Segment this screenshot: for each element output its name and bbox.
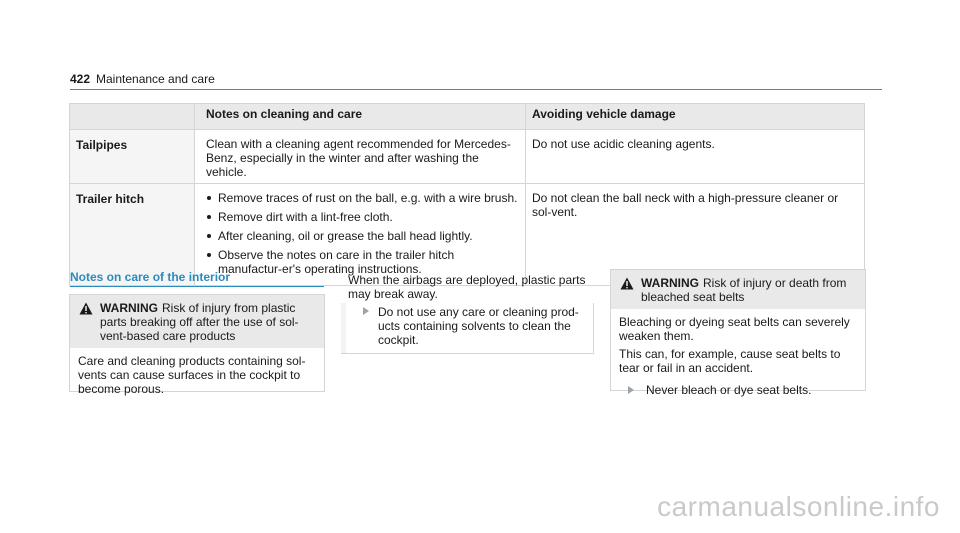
trailer-hitch-avoid: Do not clean the ball neck with a high-pressure cleaner or sol-vent. [526, 184, 865, 286]
bullet-icon [207, 234, 211, 238]
warning-box-solvents [69, 294, 325, 396]
table-header-row [70, 104, 865, 130]
instruction-text: Do not use any care or cleaning prod-ucts containing solvents to clean the cockpit. [378, 305, 579, 347]
list-item-text: Remove traces of rust on the ball, e.g. with a wire brush. [218, 191, 518, 205]
header-rule [70, 89, 882, 90]
interior-section-title: Notes on care of the interior [70, 270, 231, 284]
instruction-item [619, 383, 857, 397]
row-label-trailer-hitch: Trailer hitch [70, 184, 195, 286]
instruction-text: Never bleach or dye seat belts. [646, 383, 812, 397]
tailpipes-avoid: Do not use acidic cleaning agents. [526, 130, 865, 184]
row-label-tailpipes: Tailpipes [70, 130, 195, 184]
warning-text: Risk of injury from plastic parts breaking off after the use of sol-vent-based care products [100, 301, 299, 343]
airbag-note: When the airbags are deployed, plastic parts may break away. [348, 273, 586, 301]
arrow-right-icon [628, 386, 634, 394]
list-item [206, 210, 519, 224]
column-header-notes: Notes on cleaning and care [195, 104, 526, 130]
warning-body [70, 348, 324, 406]
list-item-text: Remove dirt with a lint-free cloth. [218, 210, 393, 224]
bullet-icon [207, 215, 211, 219]
warning-box-seat-belts [610, 269, 866, 397]
interior-title-rule [70, 286, 324, 287]
column-header-item [70, 104, 195, 130]
instruction-bar [341, 303, 346, 353]
bullet-list [206, 191, 519, 276]
warning-body [611, 309, 865, 403]
list-item-text: Observe the notes on care in the trailer hitch manufactur-er's operating instructions. [218, 248, 455, 276]
list-item [206, 191, 519, 205]
care-table [69, 103, 865, 286]
warning-body-text: Care and cleaning products containing sol-vents can cause surfaces in the cockpit to become porous. [78, 354, 306, 396]
warning-label: WARNING [100, 301, 158, 315]
tailpipes-notes: Clean with a cleaning agent recommended for Mercedes-Benz, especially in the winter and after washing the vehicle. [195, 130, 526, 184]
bullet-icon [207, 253, 211, 257]
list-item-text: After cleaning, oil or grease the ball head lightly. [218, 229, 473, 243]
page-number: 422 [70, 72, 91, 86]
column-header-avoid: Avoiding vehicle damage [526, 104, 865, 130]
warning-triangle-icon [79, 302, 93, 315]
warning-triangle-icon [620, 277, 634, 290]
warning-body-text: This can, for example, cause seat belts to tear or fail in an accident. [619, 347, 841, 375]
section-title: Maintenance and care [96, 72, 215, 86]
bullet-icon [207, 196, 211, 200]
instruction-box [341, 303, 594, 354]
warning-text: Risk of injury or death from bleached seat belts [641, 276, 847, 304]
warning-header [611, 270, 865, 309]
arrow-right-icon [363, 307, 369, 315]
table-row [70, 130, 865, 184]
trailer-hitch-notes [195, 184, 526, 286]
list-item [206, 248, 519, 276]
warning-header [70, 295, 324, 348]
list-item [206, 229, 519, 243]
warning-label: WARNING [641, 276, 699, 290]
page-header [70, 72, 882, 88]
warning-body-text: Bleaching or dyeing seat belts can severely weaken them. [619, 315, 850, 343]
watermark: carmanualsonline.info [657, 491, 940, 522]
